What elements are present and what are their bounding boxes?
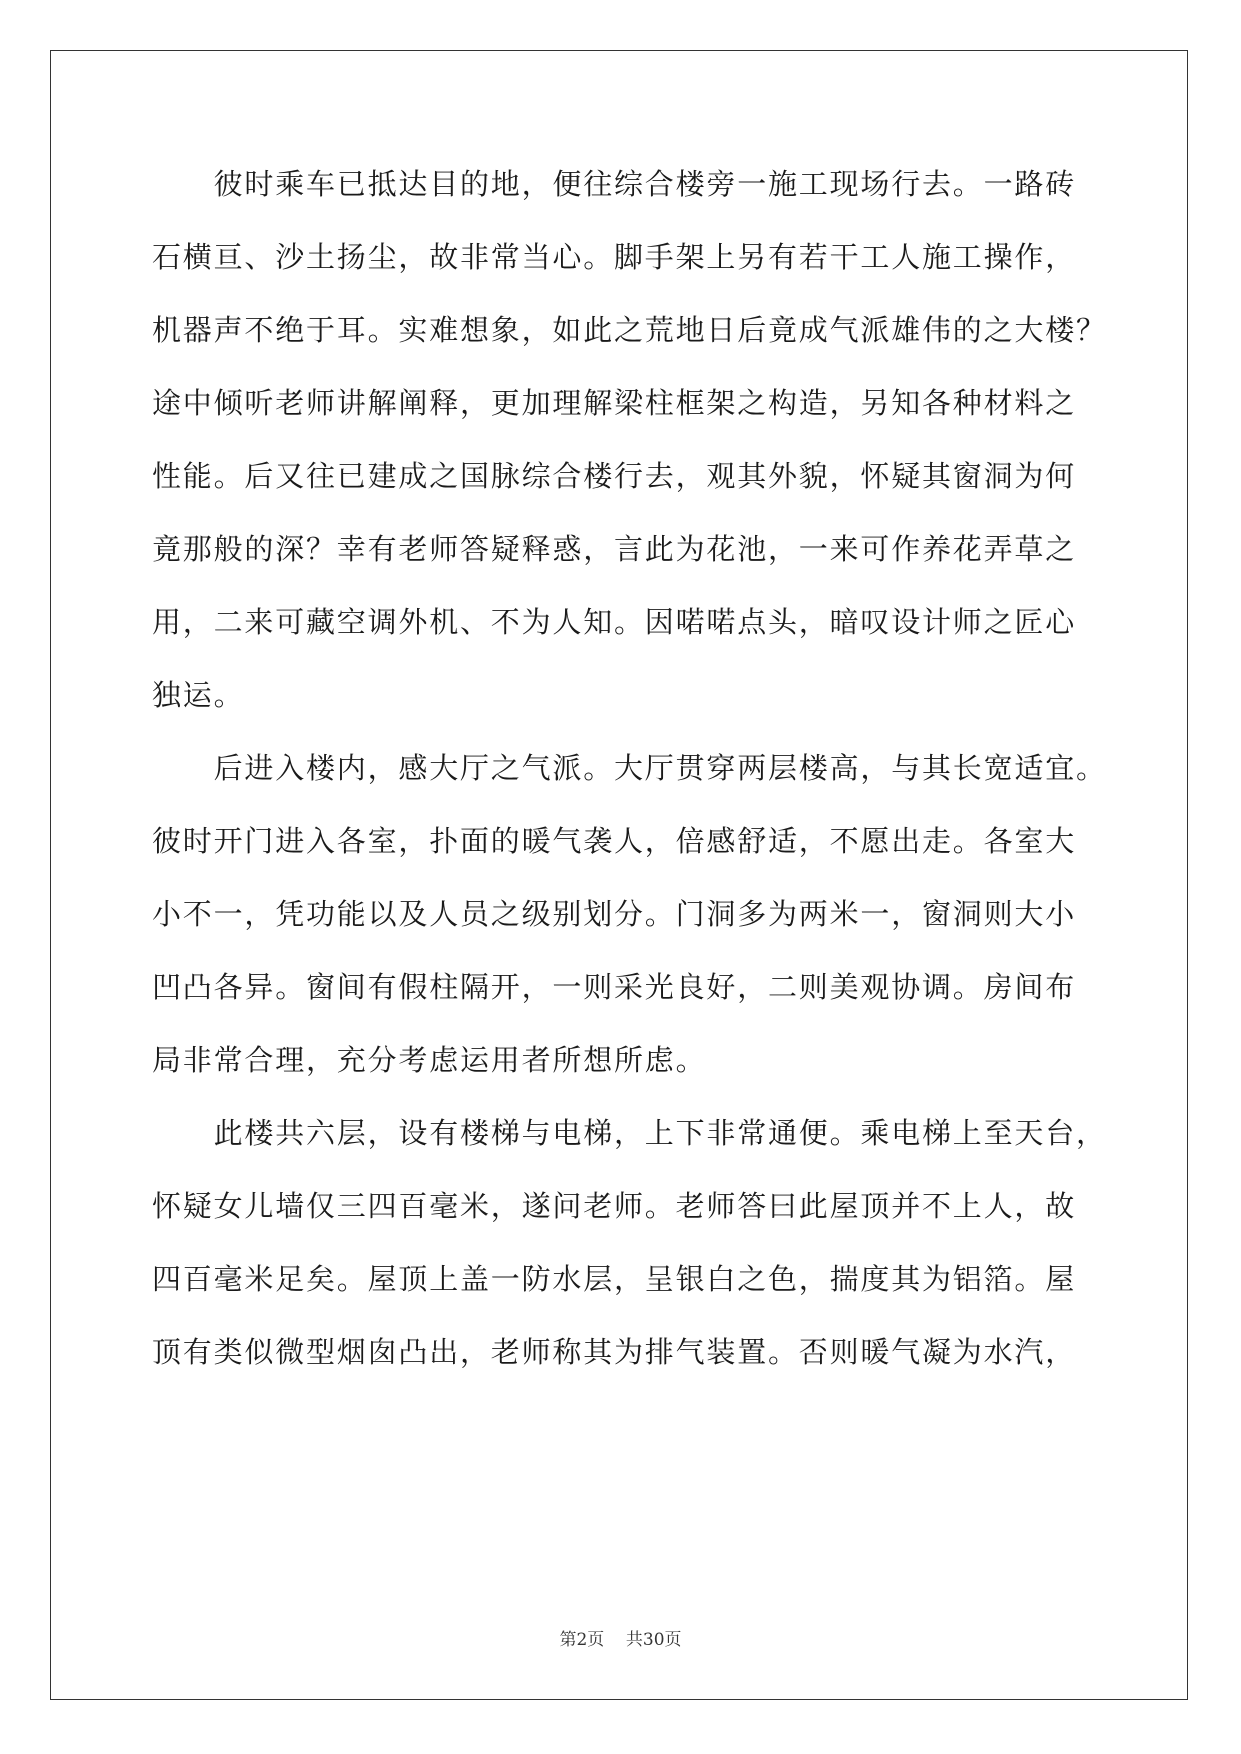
- text-line: 彼时乘车已抵达目的地，便往综合楼旁一施工现场行去。一路砖: [152, 167, 1077, 201]
- page-border: [50, 50, 1188, 1700]
- text-line: 竟那般的深？幸有老师答疑释惑，言此为花池，一来可作养花弄草之: [152, 532, 1077, 566]
- text-line: 后进入楼内，感大厅之气派。大厅贯穿两层楼高，与其长宽适宜。: [152, 751, 1107, 785]
- text-line: 途中倾听老师讲解阐释，更加理解梁柱框架之构造，另知各种材料之: [152, 386, 1077, 420]
- text-line: 凹凸各异。窗间有假柱隔开，一则采光良好，二则美观协调。房间布: [152, 970, 1077, 1004]
- text-line: 顶有类似微型烟囱凸出，老师称其为排气装置。否则暖气凝为水汽，: [152, 1335, 1077, 1369]
- text-line: 石横亘、沙土扬尘，故非常当心。脚手架上另有若干工人施工操作，: [152, 240, 1077, 274]
- text-line: 局非常合理，充分考虑运用者所想所虑。: [152, 1043, 707, 1077]
- page-footer: [0, 1625, 1241, 1650]
- text-line: 小不一，凭功能以及人员之级别划分。门洞多为两米一，窗洞则大小: [152, 897, 1077, 931]
- text-line: 独运。: [152, 678, 245, 712]
- text-line: 机器声不绝于耳。实难想象，如此之荒地日后竟成气派雄伟的之大楼？: [152, 313, 1107, 347]
- text-line: 四百毫米足矣。屋顶上盖一防水层，呈银白之色，揣度其为铝箔。屋: [152, 1262, 1077, 1296]
- page-number: 第2页: [559, 1630, 605, 1650]
- text-line: 性能。后又往已建成之国脉综合楼行去，观其外貌，怀疑其窗洞为何: [152, 459, 1077, 493]
- text-line: 彼时开门进入各室，扑面的暖气袭人，倍感舒适，不愿出走。各室大: [152, 824, 1077, 858]
- text-line: 怀疑女儿墙仅三四百毫米，遂问老师。老师答曰此屋顶并不上人，故: [152, 1189, 1077, 1223]
- text-line: 用，二来可藏空调外机、不为人知。因喏喏点头，暗叹设计师之匠心: [152, 605, 1077, 639]
- text-line: 此楼共六层，设有楼梯与电梯，上下非常通便。乘电梯上至天台，: [152, 1116, 1107, 1150]
- page-total: 共30页: [625, 1630, 682, 1650]
